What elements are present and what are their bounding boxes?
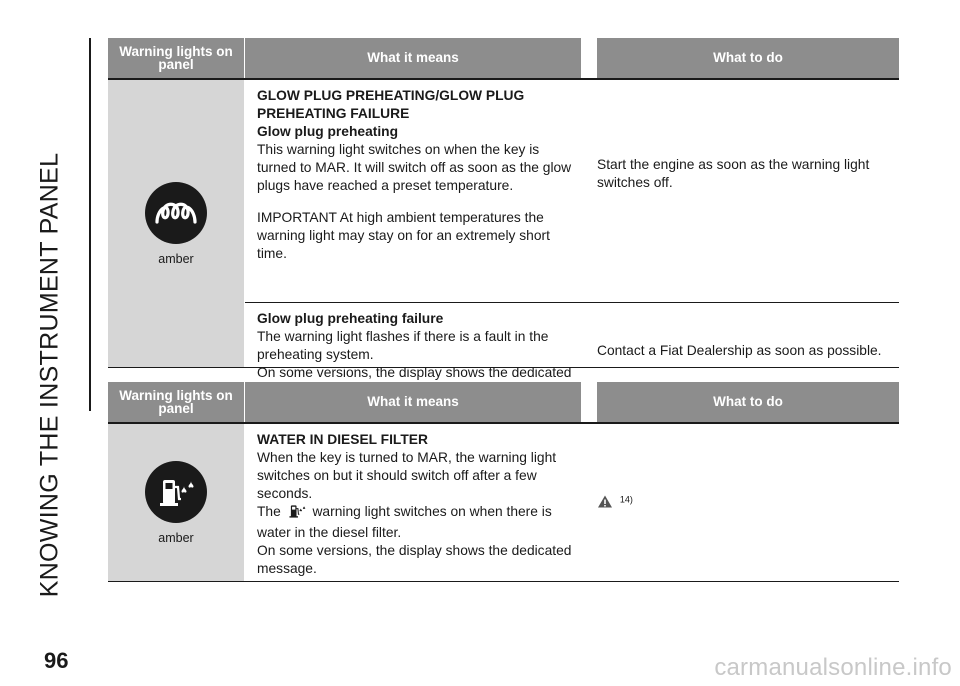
important-note: IMPORTANT At high ambient temperatures the warning light may stay on for an extremely short time. — [257, 210, 550, 261]
glow-plug-coil-icon — [145, 182, 207, 244]
table-body — [108, 80, 899, 380]
color-label: amber — [158, 530, 194, 545]
table-header — [108, 382, 899, 424]
description-text — [257, 503, 577, 542]
description-text: This warning light switches on when the key is turned to MAR. It will switch off as soon as the glow plugs have reached a preset temperature. — [257, 142, 572, 193]
water-in-diesel-filter-icon — [287, 503, 307, 524]
description-text: On some versions, the display shows the dedicated — [257, 365, 572, 380]
footnote-reference: 14) — [619, 494, 633, 505]
header-what-to-do: What to do — [597, 382, 899, 422]
warning-triangle-icon — [597, 497, 617, 512]
header-what-it-means: What it means — [245, 382, 581, 422]
warning-light-cell — [108, 80, 244, 367]
meaning-cell — [257, 87, 577, 263]
warning-light-cell — [108, 424, 244, 581]
warning-title: GLOW PLUG PREHEATING/GLOW PLUG PREHEATING FAILURE — [257, 88, 525, 121]
sub-heading: Glow plug preheating failure — [257, 311, 444, 326]
header-warning-lights: Warning lights on panel — [108, 38, 244, 78]
side-divider — [89, 38, 91, 411]
table-body — [108, 424, 899, 582]
action-cell — [597, 491, 897, 514]
meaning-cell — [257, 431, 577, 578]
inline-text: warning light switches on when there is water in the diesel filter. — [257, 504, 552, 540]
watermark: carmanualsonline.info — [714, 654, 952, 681]
sub-heading: Glow plug preheating — [257, 124, 399, 139]
action-cell: Start the engine as soon as the warning light switches off. — [597, 157, 870, 190]
section-side-title: KNOWING THE INSTRUMENT PANEL — [35, 152, 64, 598]
water-in-diesel-filter-icon — [145, 461, 207, 523]
page-number: 96 — [44, 648, 69, 673]
table-header — [108, 38, 899, 80]
water-filter-table — [108, 382, 899, 582]
header-warning-lights: Warning lights on panel — [108, 382, 244, 422]
description-text: When the key is turned to MAR, the warning light switches on but it should switch off after a few seconds. — [257, 450, 557, 501]
table-row — [245, 424, 899, 582]
inline-text: The — [257, 504, 281, 519]
glow-plug-table — [108, 38, 899, 380]
action-cell: Contact a Fiat Dealership as soon as possible. — [597, 343, 882, 358]
warning-title: WATER IN DIESEL FILTER — [257, 432, 428, 447]
color-label: amber — [158, 251, 194, 266]
description-text: The warning light flashes if there is a fault in the preheating system. — [257, 329, 549, 362]
description-text: On some versions, the display shows the dedicated message. — [257, 543, 572, 576]
header-what-it-means: What it means — [245, 38, 581, 78]
table-row — [245, 80, 899, 262]
header-what-to-do: What to do — [597, 38, 899, 78]
